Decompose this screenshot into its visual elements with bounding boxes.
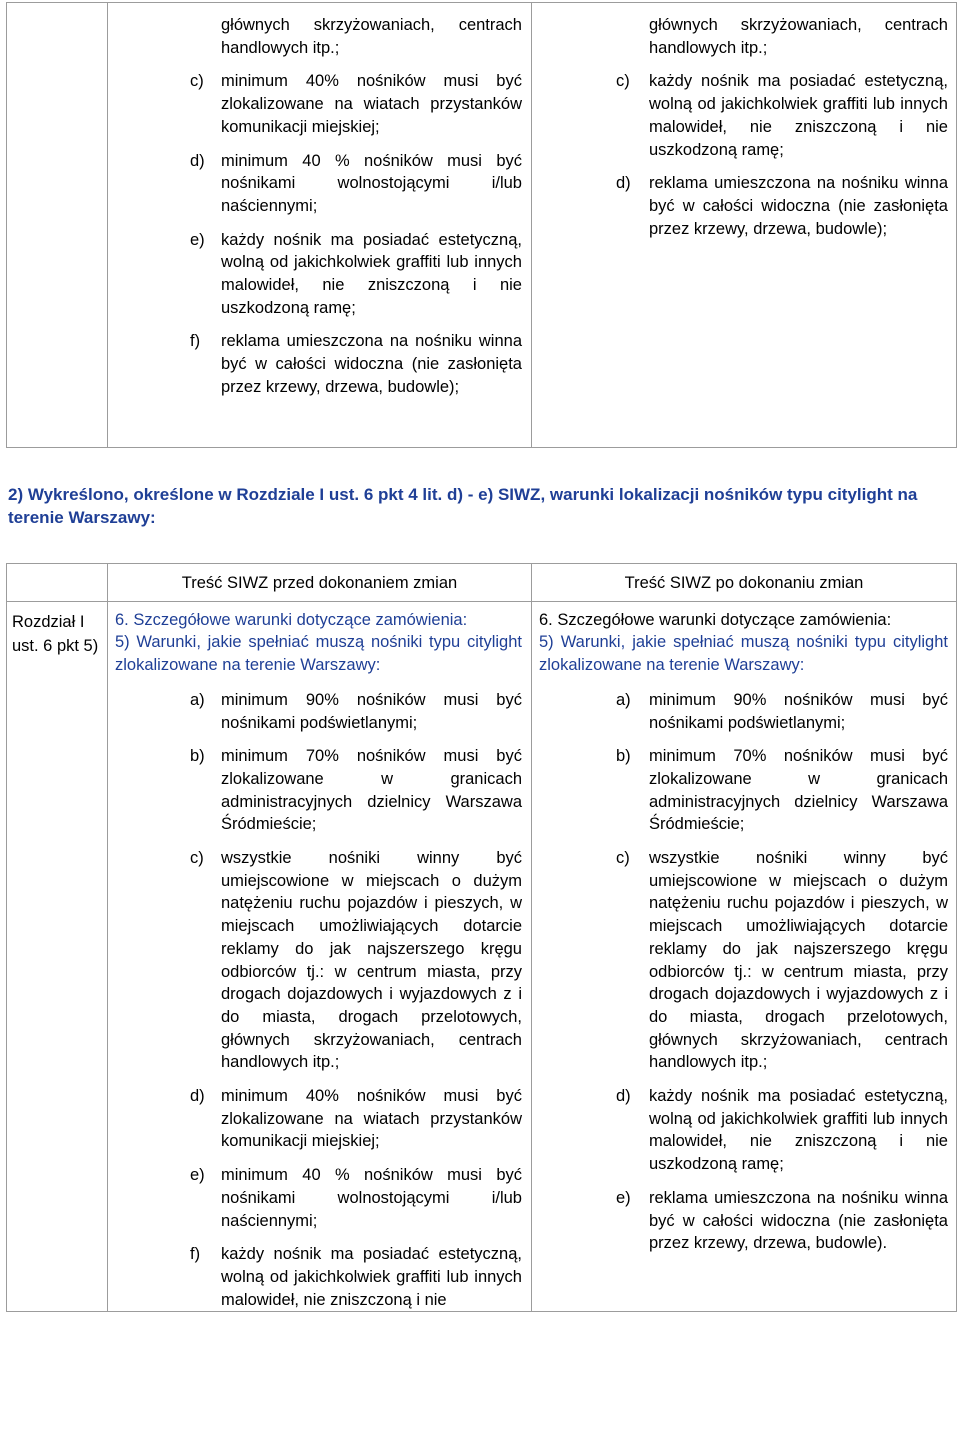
list-item: b) minimum 70% nośników musi być zlokalizowane w granicach administracyjnych dzielnicy Warszawa Śródmieście; <box>190 747 522 834</box>
top-after-cell <box>532 3 957 448</box>
bottom-comparison-table <box>6 563 957 1312</box>
list-item: a) minimum 90% nośników musi być nośnikami podświetlanymi; <box>190 690 522 732</box>
after-content-cell <box>532 601 957 1312</box>
list-item: c) każdy nośnik ma posiadać estetyczną, wolną od jakichkolwiek graffiti lub innych malowideł, nie zniszczoną i nie uszkodzoną ramę; <box>616 72 948 159</box>
top-before-cell <box>108 3 532 448</box>
after-list <box>539 689 948 1255</box>
list-item: c) wszystkie nośniki winny być umiejscowione w miejscach o dużym natężeniu ruchu pojazdów i pieszych, w miejscach umożliwiających dotarcie reklamy do jak najszerszego kręgu odbiorców tj.: w centrum miasta, przy drogach dojazdowych i wyjazdowych z i do miasta, drogach przelotowych, głównych skrzyżowaniach, centrach handlowych itp.; <box>616 849 948 1072</box>
top-before-list <box>115 70 522 398</box>
list-item: b) minimum 70% nośników musi być zlokalizowane w granicach administracyjnych dzielnicy Warszawa Śródmieście; <box>616 747 948 834</box>
list-item: a) minimum 90% nośników musi być nośnikami podświetlanymi; <box>616 690 948 732</box>
top-comparison-table <box>6 2 957 448</box>
list-item: e) minimum 40 % nośników musi być nośnikami wolnostojącymi i/lub naściennymi; <box>190 1166 522 1230</box>
before-content-cell <box>108 601 532 1312</box>
row-label: Rozdział I ust. 6 pkt 5) <box>7 601 108 1312</box>
continuation-text: głównych skrzyżowaniach, centrach handlowych itp.; <box>649 16 948 57</box>
continuation-text: głównych skrzyżowaniach, centrach handlowych itp.; <box>221 16 522 57</box>
list-item: e) każdy nośnik ma posiadać estetyczną, wolną od jakichkolwiek graffiti lub innych malowideł, nie zniszczoną i nie uszkodzoną ramę; <box>190 230 522 317</box>
section-paragraph: 5) Warunki, jakie spełniać muszą nośniki typu citylight zlokalizowane na terenie Warszawy: <box>539 633 948 675</box>
header-empty-cell <box>7 564 108 602</box>
list-item: c) wszystkie nośniki winny być umiejscowione w miejscach o dużym natężeniu ruchu pojazdów i pieszych, w miejscach umożliwiających dotarcie reklamy do jak najszerszego kręgu odbiorców tj.: w centrum miasta, przy drogach dojazdowych i wyjazdowych z i do miasta, drogach przelotowych, głównych skrzyżowaniach, centrach handlowych itp.; <box>190 849 522 1072</box>
top-row-label-cell <box>7 3 108 448</box>
list-item: c) minimum 40% nośników musi być zlokalizowane na wiatach przystanków komunikacji miejskiej; <box>190 72 522 136</box>
list-item: d) minimum 40 % nośników musi być nośnikami wolnostojącymi i/lub naściennymi; <box>190 151 522 215</box>
list-item: d) minimum 40% nośników musi być zlokalizowane na wiatach przystanków komunikacji miejskiej; <box>190 1087 522 1151</box>
list-item: e) reklama umieszczona na nośniku winna być w całości widoczna (nie zasłonięta przez krzewy, drzewa, budowle). <box>616 1188 948 1253</box>
list-item: d) każdy nośnik ma posiadać estetyczną, wolną od jakichkolwiek graffiti lub innych malowideł, nie zniszczoną i nie uszkodzoną ramę; <box>616 1087 948 1174</box>
top-after-list <box>539 70 948 240</box>
column-header-after: Treść SIWZ po dokonaniu zmian <box>532 564 957 602</box>
section-paragraph: 5) Warunki, jakie spełniać muszą nośniki typu citylight zlokalizowane na terenie Warszawy: <box>115 633 522 675</box>
list-item: d) reklama umieszczona na nośniku winna być w całości widoczna (nie zasłonięta przez krzewy, drzewa, budowle); <box>616 174 948 238</box>
column-header-before: Treść SIWZ przed dokonaniem zmian <box>108 564 532 602</box>
before-list <box>115 689 522 1312</box>
section-title: 6. Szczegółowe warunki dotyczące zamówienia: <box>539 610 892 629</box>
list-item: f) każdy nośnik ma posiadać estetyczną, wolną od jakichkolwiek graffiti lub innych malowideł, nie zniszczoną i nie <box>190 1245 522 1309</box>
list-item: f) reklama umieszczona na nośniku winna być w całości widoczna (nie zasłonięta przez krzewy, drzewa, budowle); <box>190 332 522 396</box>
section-heading: 2) Wykreślono, określone w Rozdziale I ust. 6 pkt 4 lit. d) - e) SIWZ, warunki lokalizacji nośników typu citylight na terenie Warszawy: <box>8 485 918 527</box>
section-title: 6. Szczegółowe warunki dotyczące zamówienia: <box>115 610 468 629</box>
